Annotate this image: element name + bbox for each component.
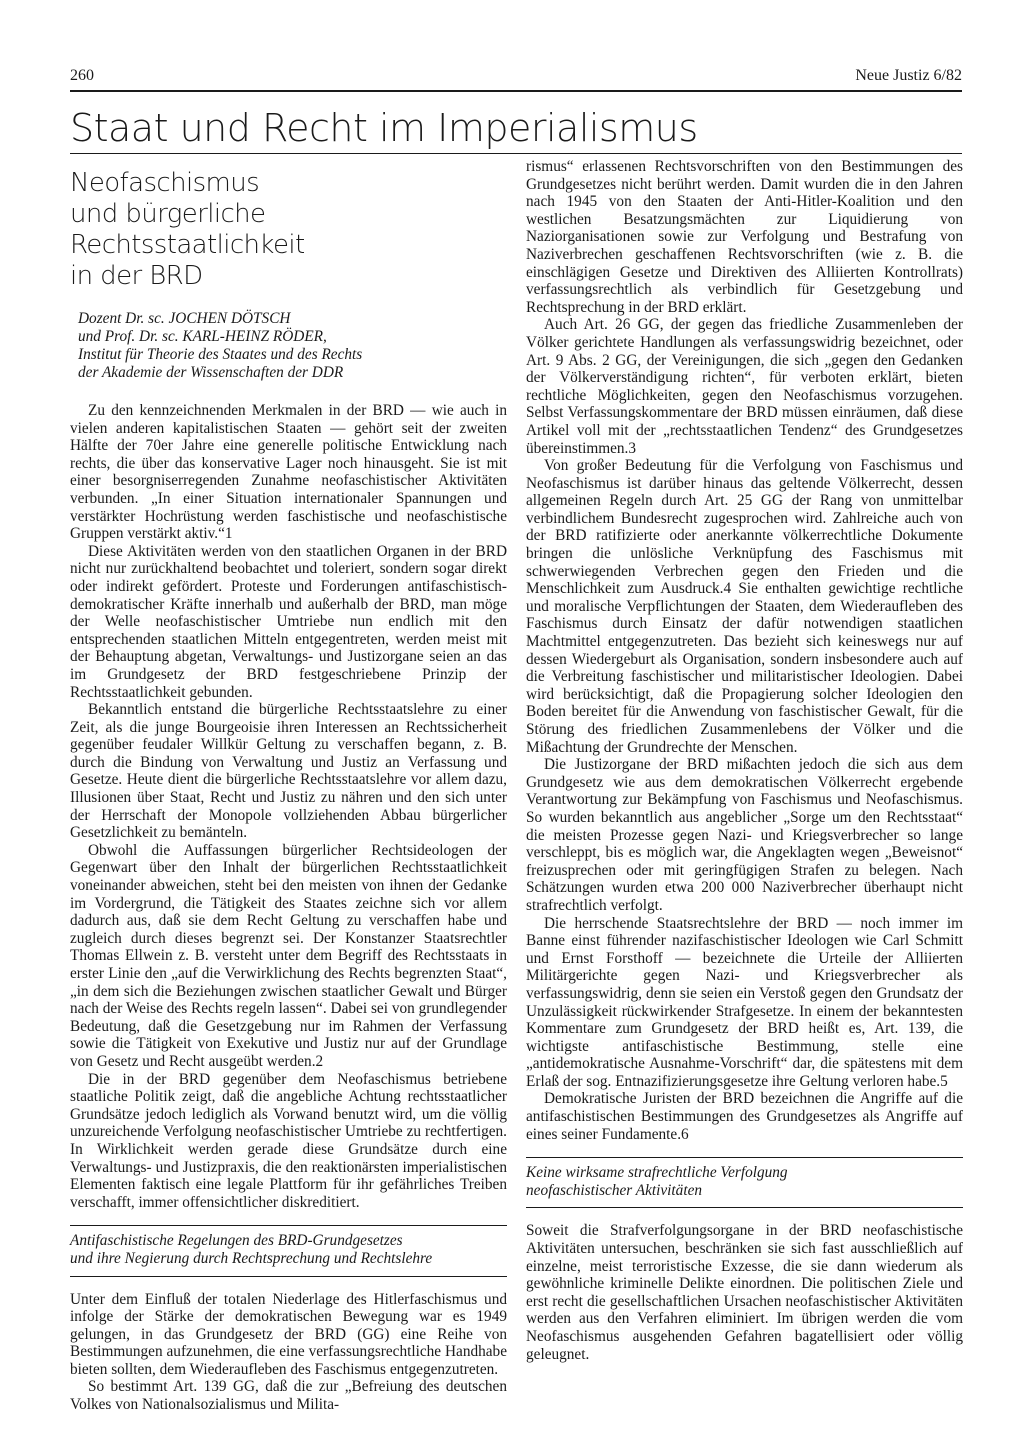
subheading-line: und ihre Negierung durch Rechtsprechung und Rechtslehre [70, 1249, 433, 1267]
page-header [70, 67, 962, 89]
subheading-line: Keine wirksame strafrechtliche Verfolgung [526, 1164, 788, 1182]
left-column [70, 160, 507, 1414]
author-line: der Akademie der Wissenschaften der DDR [78, 364, 344, 381]
section-subheading [526, 1157, 963, 1208]
body-paragraph: Die Justizorgane der BRD mißachten jedoch die sich aus dem Grundgesetz wie aus dem demokratischen Völkerrecht ergebende Verantwortung zur Bekämpfung von Faschismus und Neofaschismus. So wurden bekanntlich aus angeblicher „Sorge um den Rechtsstaat“ die meisten Prozesse gegen Nazi- und Kriegsverbrecher so lange verschleppt, bis es möglich war, die Angeklagten wegen „Beweisnot“ freizusprechen oder mit geringfügigen Strafen zu belegen. Nach Schätzungen wurden etwa 200 000 Naziverbrecher überhaupt nicht strafrechtlich verfolgt. [526, 756, 963, 914]
body-paragraph: Diese Aktivitäten werden von den staatlichen Organen in der BRD nicht nur zurückhaltend beobachtet und toleriert, sondern sogar direkt oder indirekt gefördert. Proteste und Forderungen antifaschistisch-demokratischer Kräfte innerhalb und außerhalb der BRD, man möge der Welle neofaschistischer Umtriebe nun endlich mit den entsprechenden staatlichen Mitteln entgegentreten, werden meist mit der Behauptung abgetan, Verwaltungs- und Justizorgane seien an das im Grundgesetz der BRD festgeschriebene Prinzip der Rechtsstaatlichkeit gebunden. [70, 542, 507, 701]
page-number: 260 [70, 67, 94, 84]
section-title-divider [70, 153, 962, 154]
body-paragraph: Die in der BRD gegenüber dem Neofaschismus betriebene staatliche Politik zeigt, daß die angebliche Achtung rechtsstaatlicher Grundsätze jedoch lediglich als Vorwand benutzt wird, um die völlig unzureichende Verfolgung neofaschistischer Umtriebe zu rechtfertigen. In Wirklichkeit werden gerade diese Grundsätze durch eine Verwaltungs- und Justizpraxis, die den reaktionärsten imperialistischen Elementen faktisch eine legale Plattform für ihr gefährliches Treiben verschafft, immer offensichtlicher diskreditiert. [70, 1070, 507, 1211]
body-paragraph: Demokratische Juristen der BRD bezeichnen die Angriffe auf die antifaschistischen Bestimmungen des Grundgesetzes als Angriffe auf eines seiner Fundamente.6 [526, 1090, 963, 1143]
article-title-line: Neofaschismus [70, 168, 260, 198]
author-line: Dozent Dr. sc. JOCHEN DÖTSCH [78, 310, 291, 327]
section-subheading [70, 1225, 507, 1276]
right-column [526, 158, 963, 1363]
subheading-line: Antifaschistische Regelungen des BRD-Grundgesetzes [70, 1232, 403, 1250]
journal-issue: Neue Justiz 6/82 [855, 67, 962, 84]
body-paragraph: Auch Art. 26 GG, der gegen das friedliche Zusammenleben der Völker gerichtete Handlungen als verfassungswidrig bezeichnet, oder Art. 9 Abs. 2 GG, der Vereinigungen, die sich „gegen den Gedanken der Völkerverständigung richten“, für verboten erklärt, bieten rechtliche Möglichkeiten, gegen den Neofaschismus vorzugehen. Selbst Verfassungskommentare der BRD müssen einräumen, daß diese Artikel voll mit der „rechtsstaatlichen Tendenz“ des Grundgesetzes übereinstimmen.3 [526, 316, 963, 457]
article-title [70, 168, 507, 292]
header-divider [70, 90, 962, 92]
body-paragraph: Die herrschende Staatsrechtslehre der BRD — noch immer im Banne einst führender nazifaschistischer Ideologen wie Carl Schmitt und Ernst Forsthoff — bezeichnete die Urteile der Alliierten Militärgerichte gegen Nazi- und Kriegsverbrecher als verfassungswidrig, denn sie seien ein Verstoß gegen den Grundsatz der Unzulässigkeit rückwirkender Strafgesetze. In einem der bekanntesten Kommentare zum Grundgesetz der BRD heißt es, Art. 139, die wichtigste antifaschistische Bestimmung, stelle eine „antidemokratische Ausnahme-Vorschrift“ dar, die spätestens mit dem Erlaß der sog. Entnazifizierungsgesetze ihre Geltung verloren habe.5 [526, 914, 963, 1090]
article-title-line: und bürgerliche Rechtsstaatlichkeit [70, 199, 305, 260]
subheading-line: neofaschistischer Aktivitäten [526, 1181, 703, 1199]
article-title-line: in der BRD [70, 261, 203, 291]
body-paragraph: Von großer Bedeutung für die Verfolgung von Faschismus und Neofaschismus ist darüber hinaus das geltende Völkerrecht, dessen allgemeinen Regeln durch Art. 25 GG der Rang von unmittelbar verbindlichem Bundesrecht zugesprochen wird. Zahlreiche auch von der BRD ratifizierte oder anerkannte völkerrechtliche Dokumente bringen die unlösliche Verknüpfung des Faschismus mit schwerwiegenden Verbrechen gegen den Frieden und die Menschlichkeit zum Ausdruck.4 Sie enthalten gewichtige rechtliche und moralische Verpflichtungen der Staaten, dem Wiederaufleben des Faschismus durch Einsatz der dafür notwendigen staatlichen Machtmittel entgegenzutreten. Das bezieht sich keineswegs nur auf dessen Wiedergeburt als Organisation, sondern insbesondere auch auf die Verbreitung faschistischer und militaristischer Ideologien. Dabei wird berücksichtigt, daß die Propagierung solcher Ideologien den Boden bereitet für die Anwendung von faschistischer Gewalt, für die Störung des friedlichen Zusammenlebens der Völker und die Mißachtung der Grundrechte der Menschen. [526, 457, 963, 756]
author-line: Institut für Theorie des Staates und des Rechts [78, 346, 363, 363]
body-paragraph: So bestimmt Art. 139 GG, daß die zur „Befreiung des deutschen Volkes von Nationalsozialismus und Milita- [70, 1378, 507, 1414]
body-paragraph: Bekanntlich entstand die bürgerliche Rechtsstaatslehre zu einer Zeit, als die junge Bourgeoisie ihren Interessen an Rechtssicherheit gegenüber feudaler Willkür Geltung zu verschaffen begann, z. B. durch die Bindung von Verwaltung und Justiz an Verfassung und Gesetze. Heute dient die bürgerliche Rechtsstaatslehre vor allem dazu, Illusionen über Staat, Recht und Justiz zu nähren und den sich unter der Herrschaft der Monopole vollziehenden Abbau bürgerlicher Gesetzlichkeit zu bemänteln. [70, 701, 507, 842]
body-paragraph: Unter dem Einfluß der totalen Niederlage des Hitlerfaschismus und infolge der Stärke der demokratischen Bewegung war es 1949 gelungen, in das Grundgesetz der BRD (GG) eine Reihe von Bestimmungen aufzunehmen, die eine verfassungsrechtliche Handhabe bieten sollten, dem Wiederaufleben des Faschismus entgegenzutreten. [70, 1290, 507, 1378]
body-paragraph: Soweit die Strafverfolgungsorgane in der BRD neofaschistische Aktivitäten untersuchen, beschränken sie sich fast ausschließlich auf einzelne, meist terroristische Exzesse, die sie dann wiederum als gewöhnliche kriminelle Delikte einordnen. Die politischen Ziele und erst recht die gesellschaftlichen Ursachen neofaschistischer Aktivitäten werden aus den Verfahren eliminiert. Im übrigen werden die vom Neofaschismus ausgehenden Gefahren bagatellisiert oder völlig geleugnet. [526, 1222, 963, 1363]
article-authors [70, 310, 507, 382]
author-line: und Prof. Dr. sc. KARL-HEINZ RÖDER, [78, 328, 327, 345]
body-paragraph: Obwohl die Auffassungen bürgerlicher Rechtsideologen der Gegenwart über den Inhalt der bürgerlichen Rechtsstaatlichkeit voneinander abweichen, steht bei den meisten von ihnen der Gedanke im Vordergrund, die Tätigkeit des Staates zeichne sich vor allem dadurch aus, daß sie dem Recht Geltung zu verschaffen habe und zugleich durch dieses begrenzt sei. Der Konstanzer Staatsrechtler Thomas Ellwein z. B. versteht unter dem Begriff des Rechtsstaats in erster Linie den „auf die Verwirklichung des Rechts begrenzten Staat“, „in dem sich die Beziehungen zwischen staatlicher Gewalt und Bürger nach der Weise des Rechts regeln lassen“. Dabei sei von grundlegender Bedeutung, daß die Gesetzgebung nur im Rahmen der Verfassung sowie die Tätigkeit von Exekutive und Justiz nur auf der Grundlage von Gesetz und Recht ausgeübt werden.2 [70, 841, 507, 1070]
body-paragraph: rismus“ erlassenen Rechtsvorschriften von den Bestimmungen des Grundgesetzes nicht berührt werden. Damit wurden die in den Jahren nach 1945 von den Staaten der Anti-Hitler-Koalition und den westlichen Besatzungsmächten zur Liquidierung von Naziorganisationen sowie zur Verfolgung und Bestrafung von Naziverbrechen geschaffenen Rechtsvorschriften (wie z. B. die einschlägigen Gesetze und Direktiven des Alliierten Kontrollrats) verfassungsrechtlich als verbindlich für Gesetzgebung und Rechtsprechung in der BRD erklärt. [526, 158, 963, 316]
body-paragraph: Zu den kennzeichnenden Merkmalen in der BRD — wie auch in vielen anderen kapitalistischen Staaten — gehört seit der zweiten Hälfte der 70er Jahre eine generelle politische Entwicklung nach rechts, die über das konservative Lager noch hinausgeht. Sie ist mit einer besorgniserregenden Zunahme neofaschistischer Aktivitäten verbunden. „In einer Situation internationaler Spannungen und verstärkter Hochrüstung werden faschistische und neofaschistische Gruppen verstärkt aktiv.“1 [70, 402, 507, 543]
section-title: Staat und Recht im Imperialismus [70, 106, 698, 150]
